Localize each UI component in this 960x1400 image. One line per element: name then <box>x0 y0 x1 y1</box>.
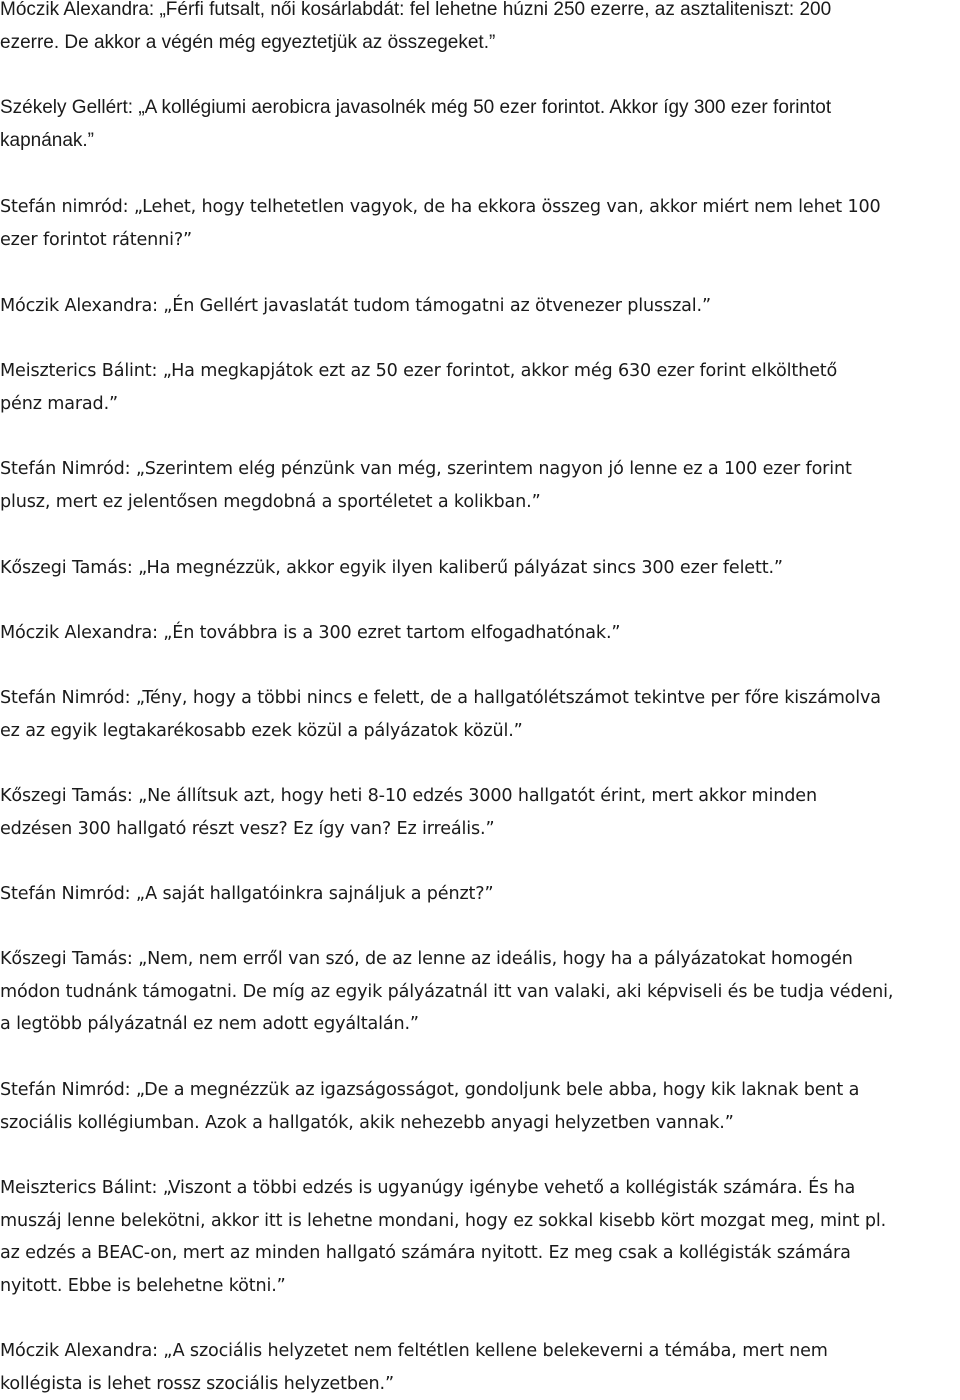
paragraph-stefan-3: Stefán Nimród: „Tény, hogy a többi nincs e felett, de a hallgatólétszámot tekintve per főre kiszámolva ez az egyik legtakarékosabb ezek közül a pályázatok közül.” <box>0 688 881 741</box>
paragraph-moczik-3: Móczik Alexandra: „Én továbbra is a 300 ezret tartom elfogadhatónak.” <box>0 623 621 643</box>
paragraph-moczik-1: Móczik Alexandra: „Férfi futsalt, női kosárlabdát: fel lehetne húzni 250 ezerre, az asztaliteniszt: 200 ezerre. De akkor a végén még egyeztetjük az összegeket.” <box>0 0 832 53</box>
paragraph-stefan-2: Stefán Nimród: „Szerintem elég pénzünk van még, szerintem nagyon jó lenne ez a 100 ezer forint plusz, mert ez jelentősen megdobná a sportéletet a kolikban.” <box>0 459 852 512</box>
paragraph-stefan-5: Stefán Nimród: „De a megnézzük az igazságosságot, gondoljunk bele abba, hogy kik laknak bent a szociális kollégiumban. Azok a hallgatók, akik nehezebb anyagi helyzetben vannak.” <box>0 1080 860 1133</box>
paragraph-koszegi-2: Kőszegi Tamás: „Ne állítsuk azt, hogy heti 8-10 edzés 3000 hallgatót érint, mert akkor minden edzésen 300 hallgató részt vesz? Ez így van? Ez irreális.” <box>0 786 817 839</box>
paragraph-stefan-1: Stefán nimród: „Lehet, hogy telhetetlen vagyok, de ha ekkora összeg van, akkor miért nem lehet 100 ezer forintot rátenni?” <box>0 197 881 250</box>
paragraph-meiszterics-2: Meiszterics Bálint: „Viszont a többi edzés is ugyanúgy igénybe vehető a kollégisták számára. És ha muszáj lenne belekötni, akkor itt is lehetne mondani, hogy ez sokkal kisebb kört mozgat meg, mint pl. az edzés a BEAC-on, mert az minden hallgató számára nyitott. Ez meg csak a kollégisták számára nyitott. Ebbe is belehetne kötni.” <box>0 1178 887 1296</box>
paragraph-moczik-4: Móczik Alexandra: „A szociális helyzetet nem feltétlen kellene belekeverni a témába, mert nem kollégista is lehet rossz szociális helyzetben.” <box>0 1341 828 1394</box>
paragraph-koszegi-3: Kőszegi Tamás: „Nem, nem erről van szó, de az lenne az ideális, hogy ha a pályázatokat homogén módon tudnánk támogatni. De míg az egyik pályázatnál itt van valaki, aki képviseli és be tudja védeni, a legtöbb pályázatnál ez nem adott egyáltalán.” <box>0 949 894 1034</box>
paragraph-koszegi-1: Kőszegi Tamás: „Ha megnézzük, akkor egyik ilyen kaliberű pályázat sincs 300 ezer felett.” <box>0 558 783 578</box>
paragraph-meiszterics-1: Meiszterics Bálint: „Ha megkapjátok ezt az 50 ezer forintot, akkor még 630 ezer forint elkölthető pénz marad.” <box>0 361 838 414</box>
paragraph-moczik-2: Móczik Alexandra: „Én Gellért javaslatát tudom támogatni az ötvenezer plusszal.” <box>0 296 711 316</box>
paragraph-stefan-4: Stefán Nimród: „A saját hallgatóinkra sajnáljuk a pénzt?” <box>0 884 494 904</box>
paragraph-szekely-1: Székely Gellért: „A kollégiumi aerobicra javasolnék még 50 ezer forintot. Akkor így 300 ezer forintot kapnának.” <box>0 97 832 151</box>
